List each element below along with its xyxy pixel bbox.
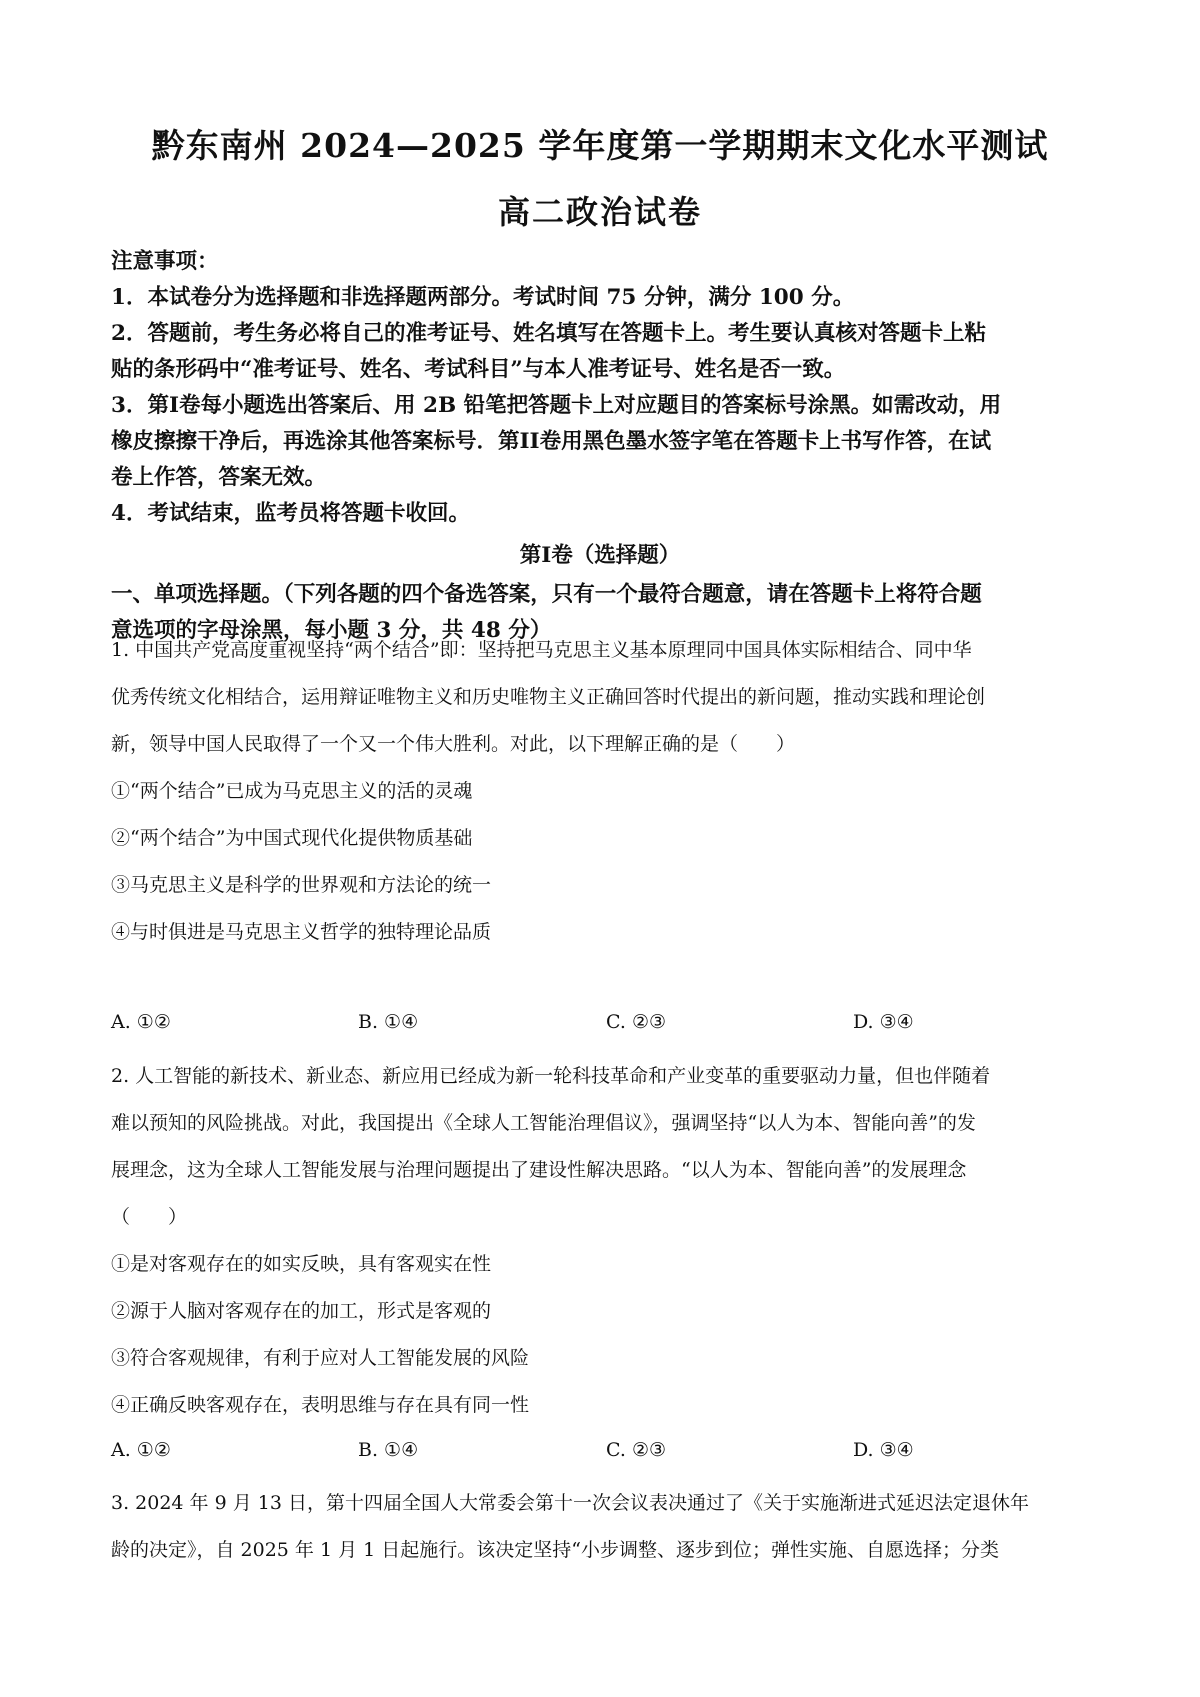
notice-line: 贴的条形码中“准考证号、姓名、考试科目”与本人准考证号、姓名是否一致。 xyxy=(111,357,846,382)
notice-heading: 注意事项： xyxy=(111,249,219,274)
question-line: 2. 人工智能的新技术、新业态、新应用已经成为新一轮科技革命和产业变革的重要驱动力量，但也伴随着 xyxy=(111,1065,991,1087)
question-3 xyxy=(111,1480,1101,1574)
options-row xyxy=(111,1011,1101,1051)
notice-line: 1．本试卷分为选择题和非选择题两部分。考试时间 75 分钟，满分 100 分。 xyxy=(111,285,855,310)
option-d: D. ③④ xyxy=(853,1011,914,1033)
statement: ②源于人脑对客观存在的加工，形式是客观的 xyxy=(111,1300,492,1322)
notice-line: 2．答题前，考生务必将自己的准考证号、姓名填写在答题卡上。考生要认真核对答题卡上粘 xyxy=(111,321,986,346)
statement: ③马克思主义是科学的世界观和方法论的统一 xyxy=(111,874,492,896)
notice-block xyxy=(111,244,1101,532)
statement: ①“两个结合”已成为马克思主义的活的灵魂 xyxy=(111,780,473,802)
notice-line: 3．第I卷每小题选出答案后、用 2B 铅笔把答题卡上对应题目的答案标号涂黑。如需改动，用 xyxy=(111,393,1002,418)
notice-line: 卷上作答，答案无效。 xyxy=(111,465,327,490)
notice-line: 4．考试结束，监考员将答题卡收回。 xyxy=(111,501,470,526)
notice-line: 橡皮擦擦干净后，再选涂其他答案标号．第II卷用黑色墨水签字笔在答题卡上书写作答，在试 xyxy=(111,429,992,454)
options-row xyxy=(111,1439,1101,1479)
question-2 xyxy=(111,1053,1101,1429)
question-line: 新，领导中国人民取得了一个又一个伟大胜利。对此，以下理解正确的是（ ） xyxy=(111,733,796,755)
question-line: 龄的决定》，自 2025 年 1 月 1 日起施行。该决定坚持“小步调整、逐步到位；弹性实施、自愿选择；分类 xyxy=(111,1539,999,1561)
question-1 xyxy=(111,627,1101,956)
statement: ③符合客观规律，有利于应对人工智能发展的风险 xyxy=(111,1347,530,1369)
statement: ①是对客观存在的如实反映，具有客观实在性 xyxy=(111,1253,492,1275)
exam-subtitle: 高二政治试卷 xyxy=(497,193,702,231)
option-a: A. ①② xyxy=(111,1011,171,1033)
question-line: 展理念，这为全球人工智能发展与治理问题提出了建设性解决思路。“以人为本、智能向善”的发展理念 xyxy=(111,1159,967,1181)
statement: ④与时俱进是马克思主义哲学的独特理论品质 xyxy=(111,921,492,943)
section-line: 意选项的字母涂黑，每小题 3 分，共 48 分） xyxy=(111,618,552,643)
question-line: （ ） xyxy=(111,1206,188,1228)
part-title: 第I卷（选择题） xyxy=(519,543,681,568)
question-line: 1. 中国共产党高度重视坚持“两个结合”即：坚持把马克思主义基本原理同中国具体实际相结合、同中华 xyxy=(111,639,972,661)
question-line: 3. 2024 年 9 月 13 日，第十四届全国人大常委会第十一次会议表决通过了《关于实施渐进式延迟法定退休年 xyxy=(111,1492,1029,1514)
option-c: C. ②③ xyxy=(606,1439,667,1461)
statement: ②“两个结合”为中国式现代化提供物质基础 xyxy=(111,827,473,849)
option-d: D. ③④ xyxy=(853,1439,914,1461)
section-line: 一、单项选择题。（下列各题的四个备选答案，只有一个最符合题意，请在答题卡上将符合题 xyxy=(111,582,982,607)
option-b: B. ①④ xyxy=(358,1011,419,1033)
exam-title: 黔东南州 2024—2025 学年度第一学期期末文化水平测试 xyxy=(151,126,1049,165)
option-c: C. ②③ xyxy=(606,1011,667,1033)
statement: ④正确反映客观存在，表明思维与存在具有同一性 xyxy=(111,1394,530,1416)
question-line: 优秀传统文化相结合，运用辩证唯物主义和历史唯物主义正确回答时代提出的新问题，推动实践和理论创 xyxy=(111,686,986,708)
option-b: B. ①④ xyxy=(358,1439,419,1461)
question-line: 难以预知的风险挑战。对此，我国提出《全球人工智能治理倡议》，强调坚持“以人为本、智能向善”的发 xyxy=(111,1112,976,1134)
option-a: A. ①② xyxy=(111,1439,171,1461)
